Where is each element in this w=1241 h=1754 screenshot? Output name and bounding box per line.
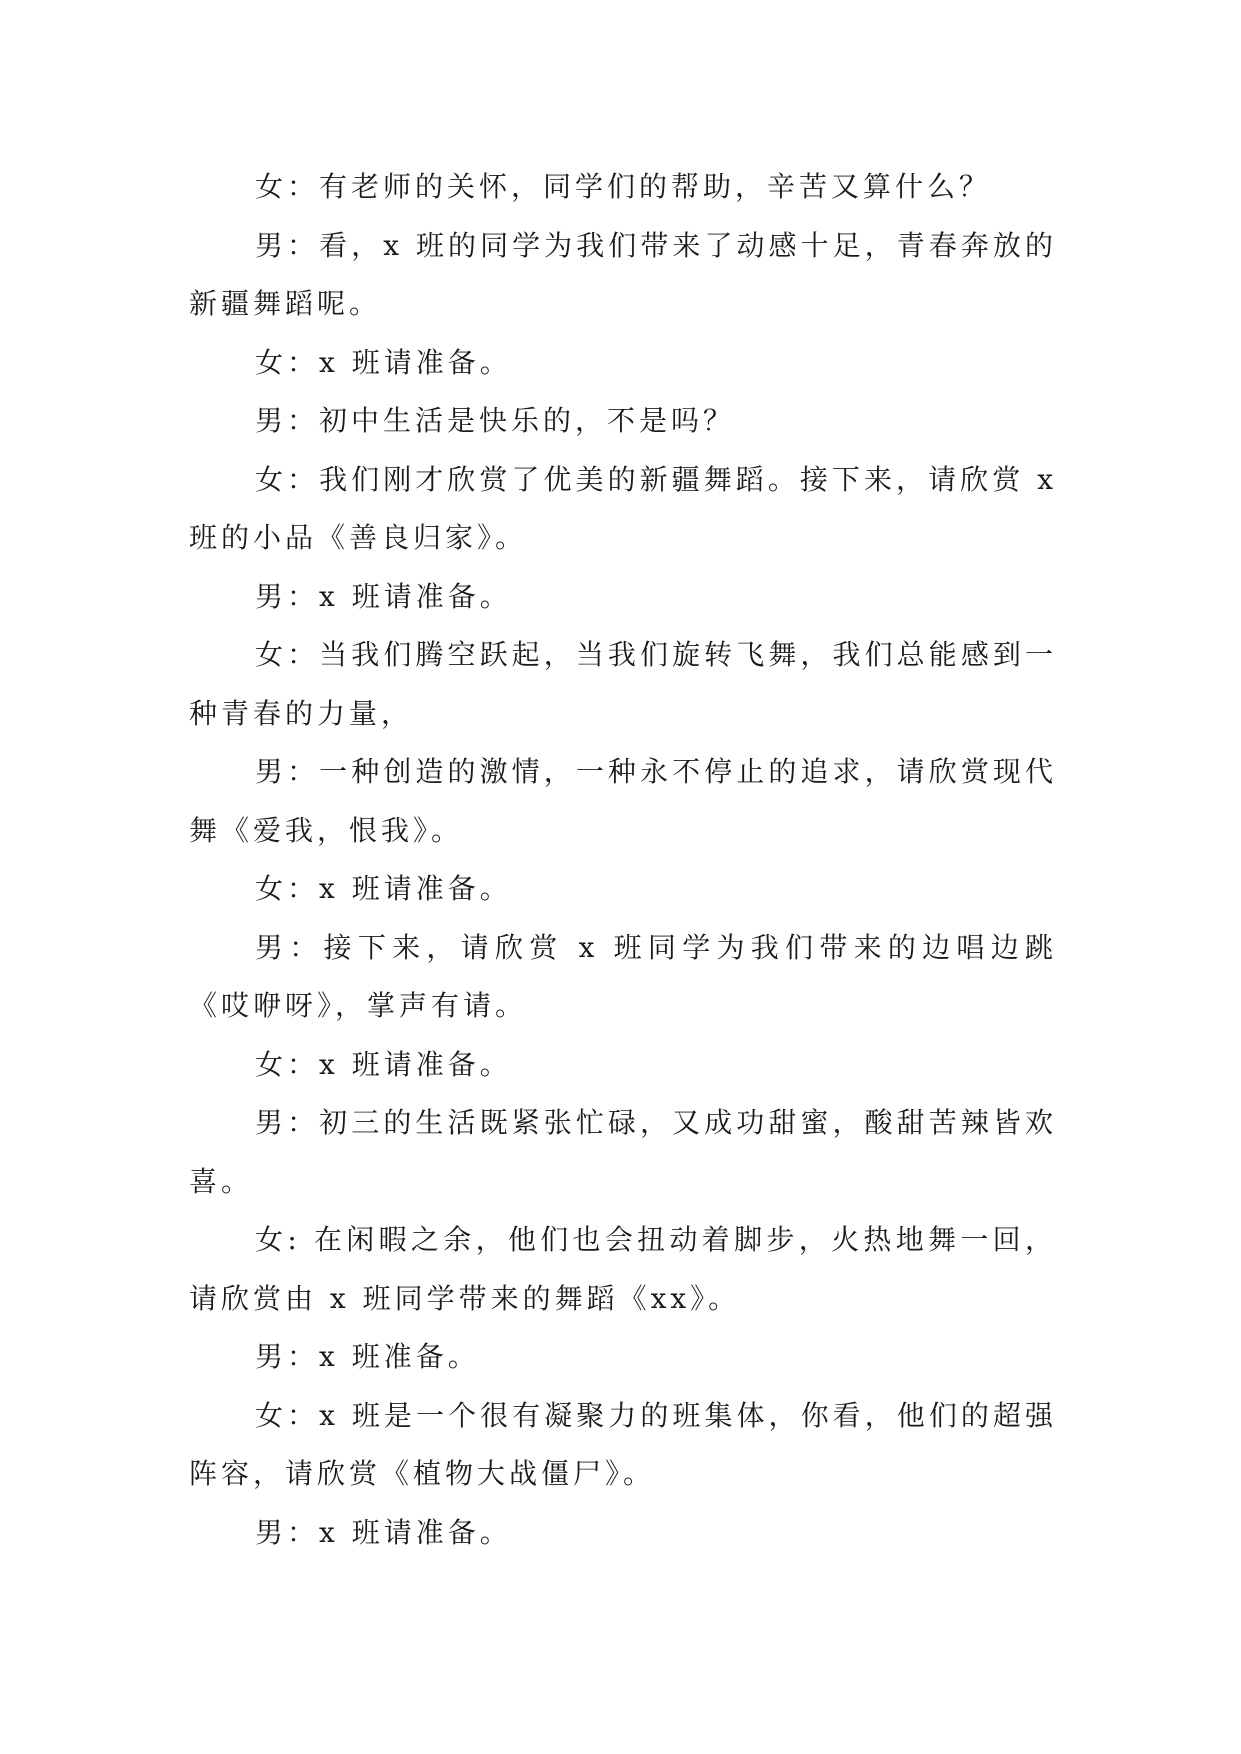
dialogue-paragraph: 男：初中生活是快乐的，不是吗？ — [255, 404, 736, 437]
dialogue-paragraph: 男：一种创造的激情，一种永不停止的追求，请欣赏现代舞《爱我，恨我》。 — [189, 755, 1057, 847]
dialogue-paragraph: 女：x 班是一个很有凝聚力的班集体，你看，他们的超强阵容，请欣赏《植物大战僵尸》。 — [189, 1398, 1057, 1490]
dialogue-paragraph: 男：看，x 班的同学为我们带来了动感十足，青春奔放的新疆舞蹈呢。 — [189, 228, 1057, 320]
dialogue-paragraph: 女: 在闲暇之余，他们也会扭动着脚步，火热地舞一回，请欣赏由 x 班同学带来的舞蹈《xx》。 — [189, 1223, 1057, 1315]
dialogue-paragraph: 男：初三的生活既紧张忙碌，又成功甜蜜，酸甜苦辣皆欢喜。 — [189, 1106, 1057, 1198]
dialogue-paragraph: 男：x 班请准备。 — [255, 579, 512, 613]
dialogue-paragraph: 女：当我们腾空跃起，当我们旋转飞舞，我们总能感到一种青春的力量， — [189, 638, 1057, 730]
dialogue-paragraph: 女：x 班请准备。 — [255, 1047, 512, 1081]
dialogue-paragraph: 男：x 班准备。 — [255, 1340, 480, 1373]
dialogue-paragraph: 女：x 班请准备。 — [255, 345, 512, 379]
dialogue-paragraph: 女：我们刚才欣赏了优美的新疆舞蹈。接下来，请欣赏 x 班的小品《善良归家》。 — [189, 462, 1057, 554]
dialogue-paragraph: 男：x 班请准备。 — [255, 1515, 512, 1549]
script-text — [189, 158, 1057, 1562]
dialogue-paragraph: 女：x 班请准备。 — [255, 872, 512, 905]
dialogue-paragraph: 女：有老师的关怀，同学们的帮助，辛苦又算什么？ — [255, 170, 992, 203]
dialogue-paragraph: 男：接下来，请欣赏 x 班同学为我们带来的边唱边跳《哎咿呀》，掌声有请。 — [189, 930, 1057, 1022]
